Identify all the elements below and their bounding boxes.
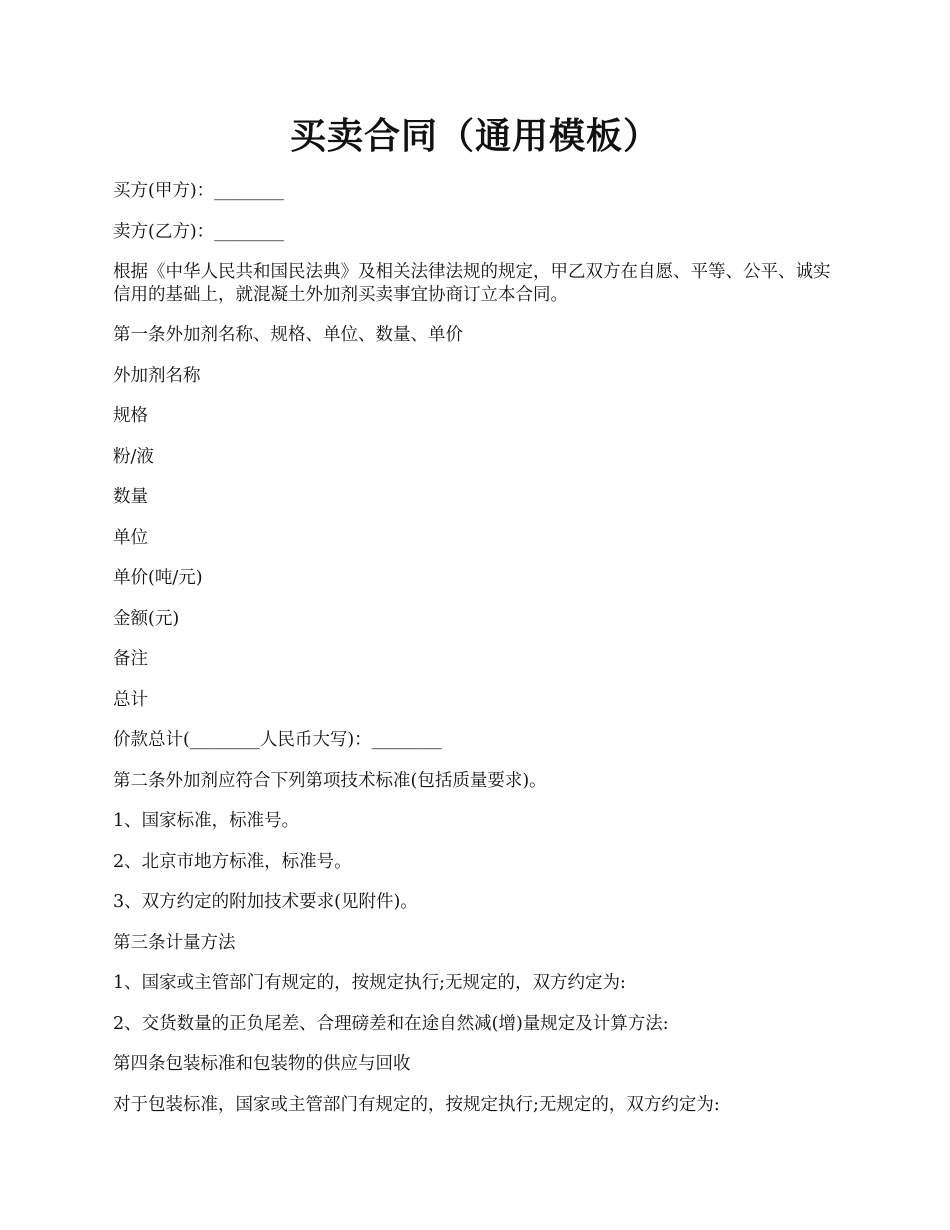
article-2-item-2: 2、北京市地方标准，标准号。 — [113, 851, 352, 872]
field-total: 总计 — [113, 689, 148, 710]
field-remarks: 备注 — [113, 649, 148, 669]
article-2-item-3: 3、双方约定的附加技术要求(见附件)。 — [113, 892, 418, 912]
field-amount: 金额(元) — [113, 608, 180, 629]
buyer-line: 买方(甲方)：________ — [113, 181, 285, 201]
article-3-heading: 第三条计量方法 — [113, 932, 236, 953]
total-price-line: 价款总计(________人民币大写)：________ — [113, 730, 442, 750]
field-additive-name: 外加剂名称 — [113, 365, 201, 386]
field-unit-price: 单价(吨/元) — [113, 568, 203, 588]
field-specification: 规格 — [113, 406, 148, 426]
seller-line: 卖方(乙方)：________ — [113, 221, 285, 242]
article-2-item-1: 1、国家标准，标准号。 — [113, 811, 300, 831]
article-3-item-2: 2、交货数量的正负尾差、合理磅差和在途自然减(增)量规定及计算方法: — [113, 1013, 669, 1034]
article-2-heading: 第二条外加剂应符合下列第项技术标准(包括质量要求)。 — [113, 770, 547, 791]
field-quantity: 数量 — [113, 487, 148, 507]
document-title: 买卖合同（通用模板） — [289, 115, 660, 157]
document-body — [113, 180, 843, 1134]
article-4-heading: 第四条包装标准和包装物的供应与回收 — [113, 1054, 411, 1074]
field-powder-liquid: 粉/液 — [113, 446, 154, 467]
preamble-paragraph: 根据《中华人民共和国民法典》及相关法律法规的规定，甲乙双方在自愿、平等、公平、诚实信用的基础上，就混凝土外加剂买卖事宜协商订立本合同。 — [113, 262, 831, 305]
article-3-item-1: 1、国家或主管部门有规定的，按规定执行;无规定的，双方约定为: — [113, 973, 626, 993]
field-unit: 单位 — [113, 527, 148, 548]
article-1-heading: 第一条外加剂名称、规格、单位、数量、单价 — [113, 325, 463, 345]
article-4-paragraph: 对于包装标准，国家或主管部门有规定的，按规定执行;无规定的，双方约定为: — [113, 1094, 720, 1115]
